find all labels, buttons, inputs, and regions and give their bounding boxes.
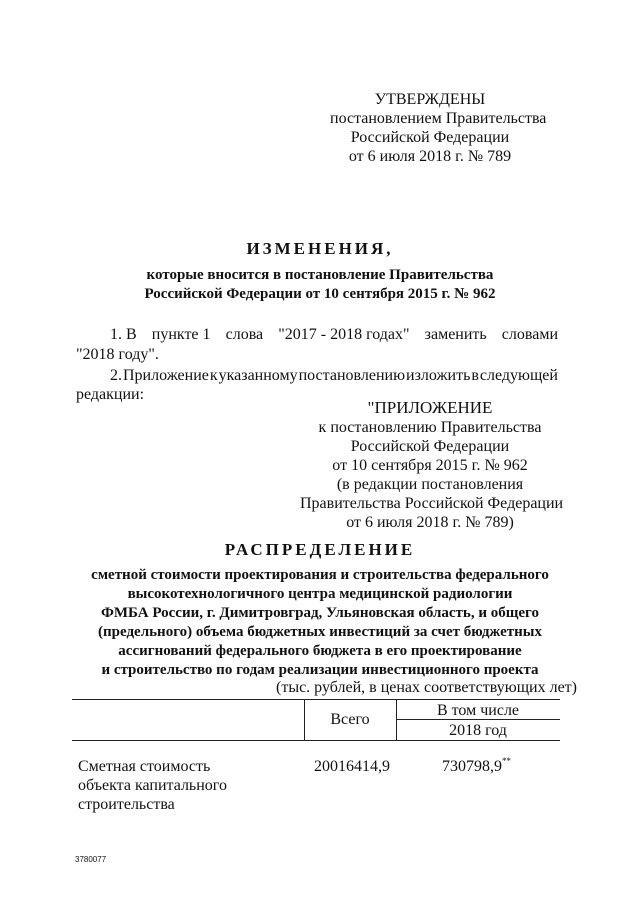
item-2-word: постановлению	[298, 367, 406, 384]
item-1-word: пункте 1	[151, 326, 211, 343]
approval-block	[330, 90, 547, 166]
table-header-bottom-border	[72, 740, 560, 741]
item-1-line	[110, 325, 558, 344]
changes-subtitle: Российской Федерации от 10 сентября 2015 г. № 962	[144, 286, 496, 302]
distribution-title: РАСПРЕДЕЛЕНИЕ	[224, 540, 416, 559]
table-header-including: В том числе	[436, 702, 520, 719]
appendix-line: Правительства Российской Федерации	[300, 495, 564, 512]
table-header-total: Всего	[330, 711, 370, 728]
changes-subtitle: которые вносится в постановление Правительства	[146, 267, 494, 283]
units-note: (тыс. рублей, в ценах соответствующих лет)	[276, 679, 577, 696]
item-2-line	[76, 366, 558, 385]
table-header-year: 2018 год	[449, 722, 507, 739]
item-1-continuation: "2018 году".	[76, 346, 159, 363]
table-row-label: строительства	[78, 796, 175, 813]
table-cell-year-value: 730798,9	[442, 758, 502, 775]
appendix-heading: "ПРИЛОЖЕНИЕ	[367, 398, 493, 417]
approval-line: Российской Федерации	[350, 129, 510, 146]
table-row-label: Сметная стоимость	[78, 758, 211, 775]
distribution-subtitle: высокотехнологичного центра медицинской радиологии	[127, 586, 513, 602]
appendix-line: к постановлению Правительства	[318, 419, 542, 436]
approval-heading: УТВЕРЖДЕНЫ	[374, 91, 486, 108]
document-code: 3780077	[75, 855, 107, 864]
item-1-word: "2017 - 2018 годах"	[278, 326, 410, 343]
item-1-word: слова	[225, 326, 264, 343]
item-1-word: 1. В	[110, 326, 137, 343]
item-2-continuation: редакции:	[76, 386, 145, 403]
appendix-line: Российской Федерации	[350, 438, 510, 455]
item-1-word: словами	[501, 326, 558, 343]
appendix-line: от 6 июля 2018 г. № 789)	[346, 514, 514, 531]
table-cell-year	[442, 757, 511, 776]
item-2-word: к	[209, 367, 218, 384]
table-top-border	[72, 699, 560, 700]
distribution-subtitle: (предельного) объема бюджетных инвестиций за счет бюджетных	[98, 624, 542, 640]
appendix-line: от 10 сентября 2015 г. № 962	[332, 457, 528, 474]
table-row-label: объекта капитального	[78, 777, 227, 794]
item-2-word: указанному	[218, 367, 298, 384]
item-2-word: 2.	[110, 367, 122, 384]
distribution-subtitle: ФМБА России, г. Димитровград, Ульяновская область, и общего	[101, 605, 539, 621]
distribution-subtitle: и строительство по годам реализации инвестиционного проекта	[101, 662, 539, 678]
approval-date: от 6 июля 2018 г. № 789	[348, 148, 512, 165]
distribution-subtitle: ассигнований федерального бюджета в его проектирование	[118, 643, 522, 659]
item-2-word: в	[471, 367, 479, 384]
appendix-block	[300, 398, 564, 532]
item-2-word: изложить	[406, 367, 471, 384]
table-cell-total: 20016414,9	[314, 758, 390, 775]
item-2-word: Приложение	[122, 367, 209, 384]
item-2-word: следующей	[479, 367, 558, 384]
footnote-marker: **	[502, 756, 511, 766]
changes-title: ИЗМЕНЕНИЯ,	[246, 239, 394, 258]
distribution-subtitle: сметной стоимости проектирования и строительства федерального	[91, 567, 549, 583]
approval-line: постановлением Правительства	[330, 110, 547, 127]
item-1-word: заменить	[424, 326, 487, 343]
appendix-line: (в редакции постановления	[336, 476, 524, 493]
